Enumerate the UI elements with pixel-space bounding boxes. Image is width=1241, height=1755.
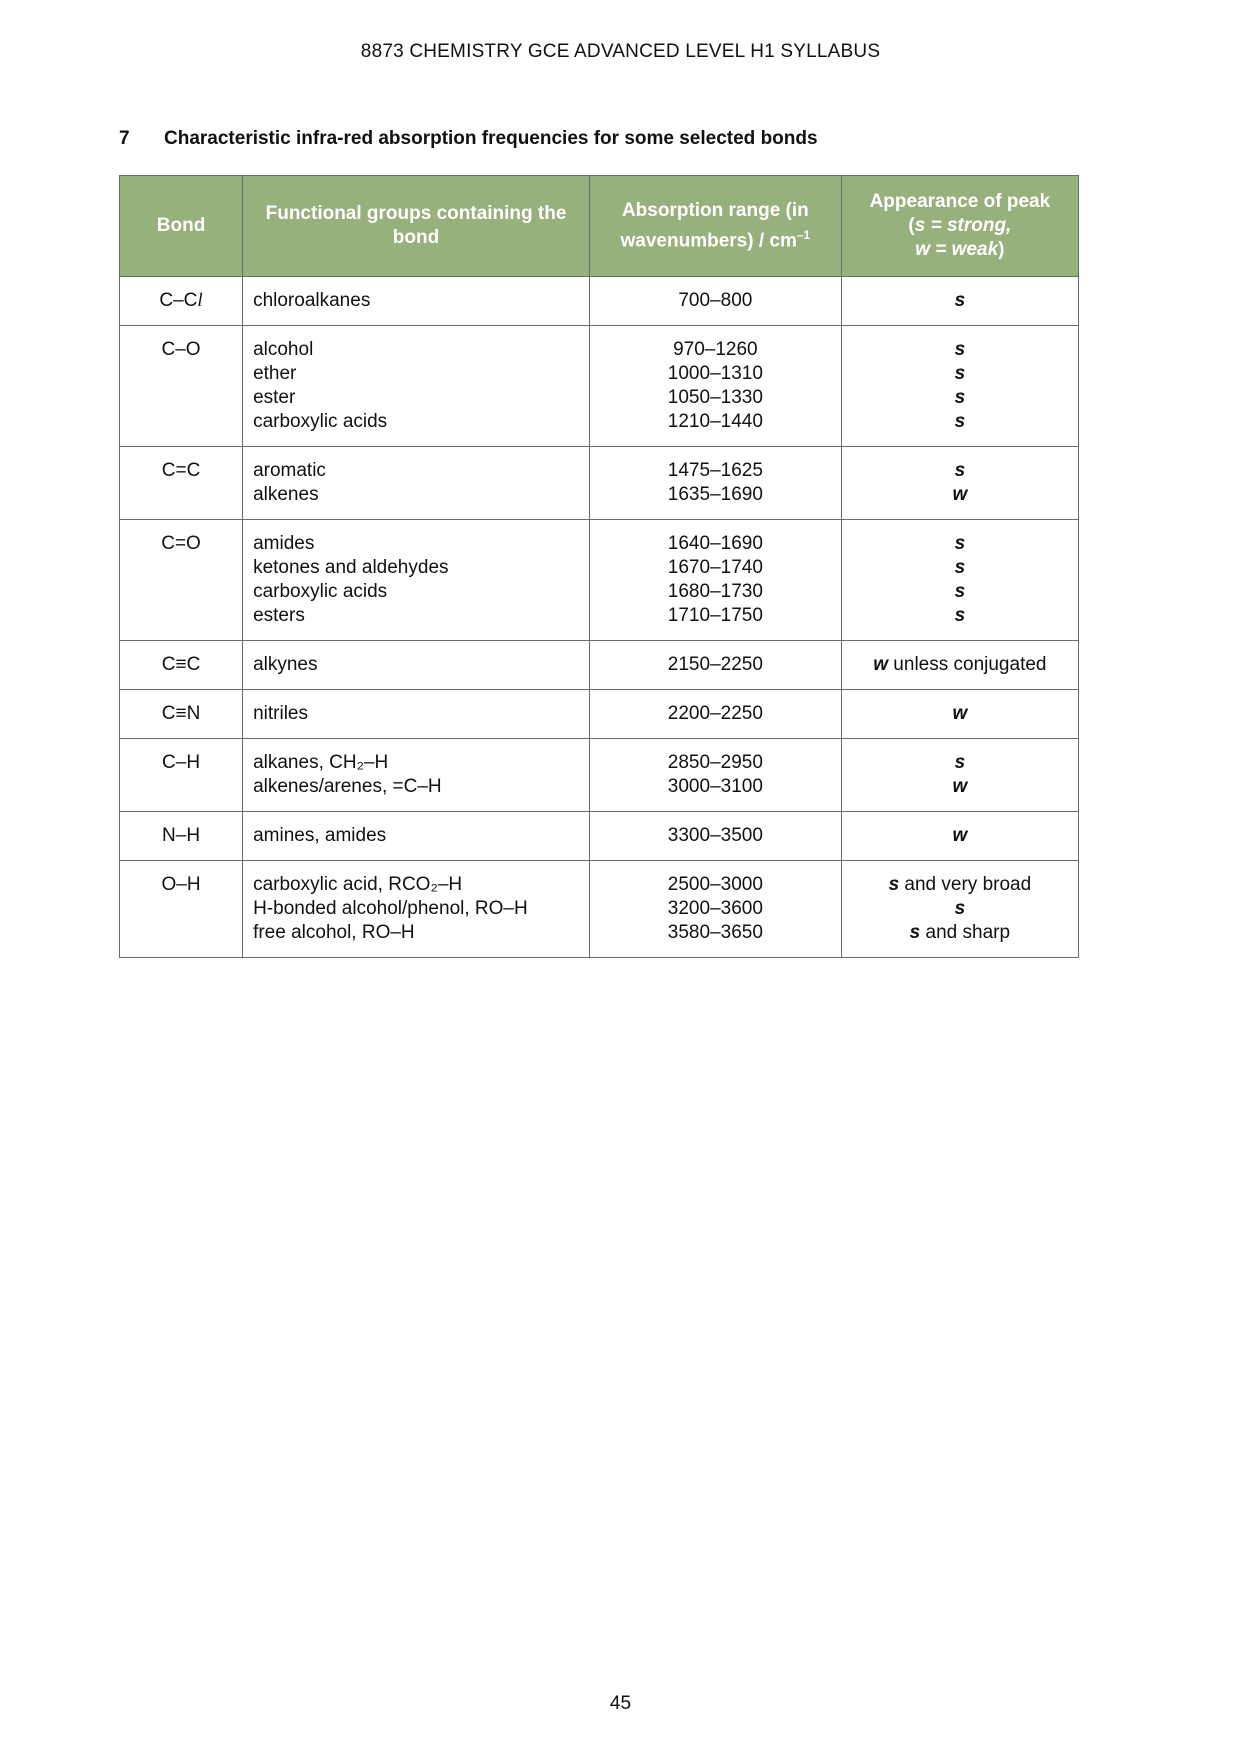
table-row [120,812,1079,861]
header-functional-groups: Functional groups containing the bond [243,176,590,277]
functional-group: aromatic [253,460,326,481]
absorption-range-cell [589,739,841,812]
peak-appearance-cell [841,326,1078,447]
bond-cell: C=O [120,520,243,641]
functional-group: alkenes/arenes, =C–H [253,776,442,797]
absorption-range: 1680–1730 [667,581,763,602]
functional-group: H-bonded alcohol/phenol, RO–H [253,898,528,919]
peak-appearance: s [954,460,966,481]
table-row [120,447,1079,520]
page-number: 45 [609,1693,632,1714]
peak-appearance-cell [841,739,1078,812]
header-absorption-range: Absorption range (in wavenumbers) / $cm^{-1}$ [589,176,841,277]
peak-appearance-cell [841,277,1078,326]
peak-appearance-cell [841,812,1078,861]
absorption-range-cell [589,520,841,641]
functional-groups-cell [243,812,590,861]
absorption-range-cell [589,326,841,447]
absorption-range: 1635–1690 [667,484,763,505]
absorption-range-cell [589,641,841,690]
table-row [120,641,1079,690]
bond-cell: C≡C [120,641,243,690]
absorption-range: 1710–1750 [667,605,763,626]
functional-group: carboxylic acids [253,411,388,432]
absorption-range-cell [589,447,841,520]
absorption-range: 1475–1625 [667,460,763,481]
table-row [120,277,1079,326]
absorption-range: 2850–2950 [667,752,763,773]
functional-group: free alcohol, RO–H [253,922,415,943]
peak-appearance-cell [841,861,1078,958]
peak-appearance: s [954,533,966,554]
header-bond: Bond [120,176,243,277]
functional-group: nitriles [253,703,308,724]
absorption-range: 970–1260 [673,339,758,360]
absorption-range-cell [589,690,841,739]
bond-cell: O–H [120,861,243,958]
functional-group: amines, amides [253,825,387,846]
absorption-range: 2150–2250 [667,654,763,675]
peak-appearance: s [954,363,966,384]
section-heading [119,128,818,150]
functional-group: alkynes [253,654,318,675]
absorption-range-cell [589,812,841,861]
peak-appearance-cell [841,447,1078,520]
functional-group: alkenes [253,484,319,505]
peak-appearance: s [954,752,966,773]
peak-appearance: s [954,387,966,408]
absorption-range-cell [589,861,841,958]
peak-appearance-cell [841,641,1078,690]
functional-groups-cell [243,690,590,739]
absorption-range-cell [589,277,841,326]
peak-appearance: w unless conjugated [873,654,1047,675]
peak-appearance: s and very broad [888,874,1032,895]
functional-group: chloroalkanes [253,290,371,311]
peak-appearance: s and sharp [909,922,1011,943]
peak-appearance: s [954,898,966,919]
absorption-range: 3200–3600 [667,898,763,919]
peak-appearance: s [954,339,966,360]
peak-appearance: w [952,825,968,846]
functional-group: alcohol [253,339,314,360]
peak-appearance-cell [841,520,1078,641]
bond-cell: C–O [120,326,243,447]
running-header: 8873 CHEMISTRY GCE ADVANCED LEVEL H1 SYLLABUS [360,41,881,62]
absorption-range: 1000–1310 [667,363,763,384]
bond-cell: N–H [120,812,243,861]
table-row [120,861,1079,958]
absorption-range: 1670–1740 [667,557,763,578]
functional-groups-cell [243,641,590,690]
absorption-range: 3000–3100 [667,776,763,797]
table-row [120,690,1079,739]
functional-groups-cell [243,739,590,812]
peak-appearance: w [952,776,968,797]
absorption-range: 2500–3000 [667,874,763,895]
functional-groups-cell [243,520,590,641]
peak-appearance: s [954,557,966,578]
section-number: 7 [119,128,130,149]
table-row [120,326,1079,447]
peak-appearance: w [952,484,968,505]
bond-cell: C–Cl [120,277,243,326]
functional-group: ester [253,387,296,408]
functional-group: carboxylic acid, RCO₂–H [253,874,463,895]
absorption-range: 1210–1440 [667,411,763,432]
functional-groups-cell [243,326,590,447]
absorption-range: 1640–1690 [667,533,763,554]
bond-cell: C=C [120,447,243,520]
ir-absorption-table [119,175,1079,958]
peak-appearance: s [954,581,966,602]
functional-group: ketones and aldehydes [253,557,449,578]
functional-group: alkanes, CH₂–H [253,752,389,773]
peak-appearance: s [954,605,966,626]
absorption-range: 1050–1330 [667,387,763,408]
peak-appearance: s [954,411,966,432]
table-header-row [120,176,1079,277]
functional-group: carboxylic acids [253,581,388,602]
header-peak-appearance: Appearance of peak (s = strong, w = weak) [841,176,1078,277]
functional-group: amides [253,533,315,554]
functional-groups-cell [243,447,590,520]
functional-groups-cell [243,277,590,326]
table-row [120,739,1079,812]
absorption-range: 2200–2250 [667,703,763,724]
functional-groups-cell [243,861,590,958]
absorption-range: 3580–3650 [667,922,763,943]
table-row [120,520,1079,641]
peak-appearance-cell [841,690,1078,739]
functional-group: esters [253,605,305,626]
bond-cell: C–H [120,739,243,812]
functional-group: ether [253,363,297,384]
absorption-range: 3300–3500 [667,825,763,846]
bond-cell: C≡N [120,690,243,739]
section-title: Characteristic infra-red absorption frequencies for some selected bonds [164,128,818,149]
peak-appearance: s [954,290,966,311]
absorption-range: 700–800 [678,290,753,311]
peak-appearance: w [952,703,968,724]
